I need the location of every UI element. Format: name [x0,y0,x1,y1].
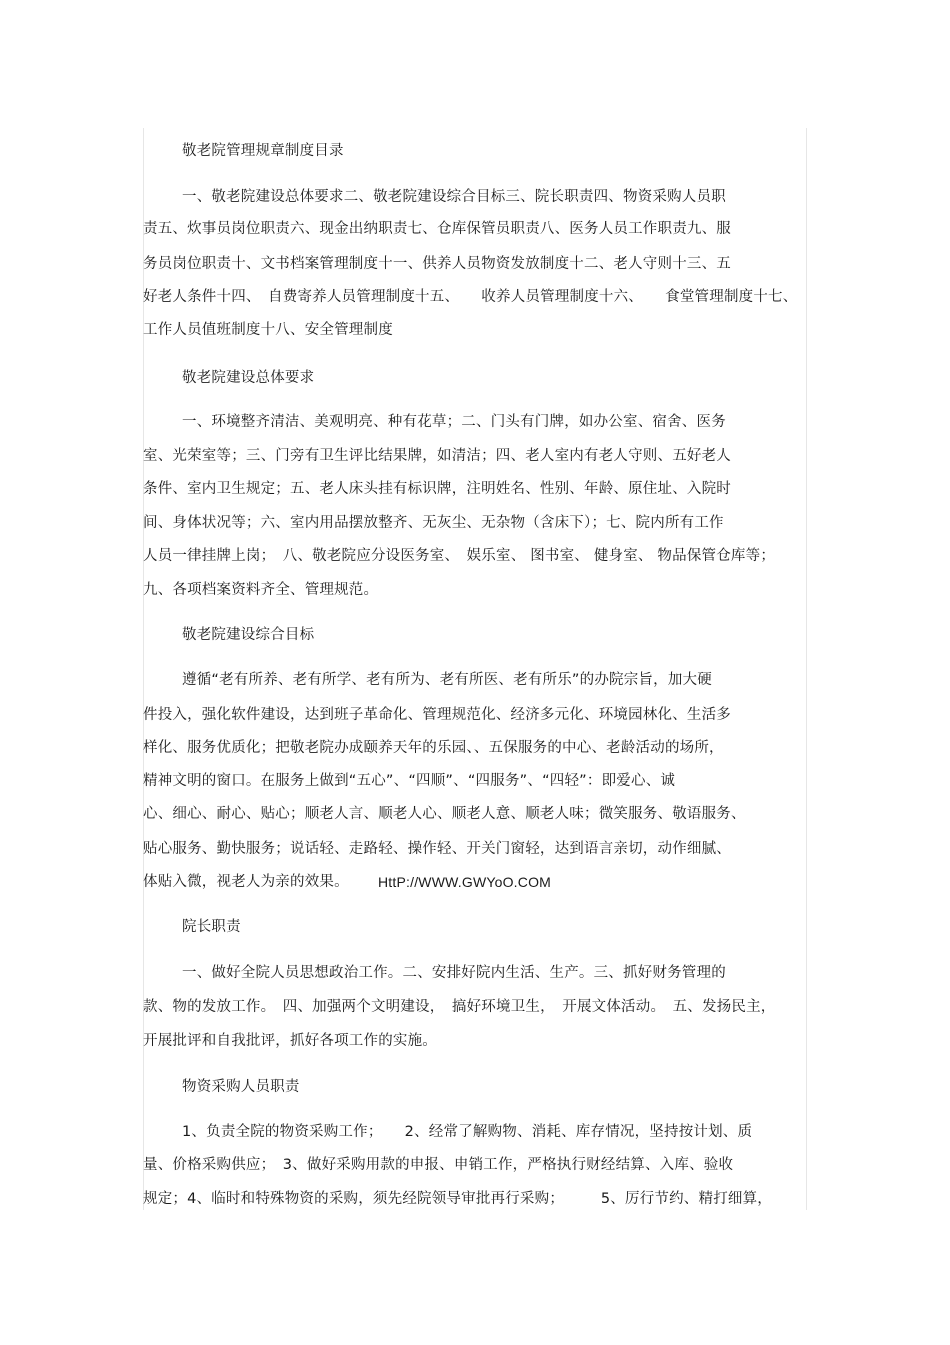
paragraph-line: 好老人条件十四、 自费寄养人员管理制度十五、 收养人员管理制度十六、 食堂管理制度十七、 [143,289,798,305]
paragraph-line: 开展批评和自我批评，抓好各项工作的实施。 [143,1033,437,1049]
paragraph-line: 规定；4、临时和特殊物资的采购，须先经院领导审批再行采购； 5、厉行节约、精打细算， [143,1191,772,1207]
paragraph-line: 一、做好全院人员思想政治工作。二、安排好院内生活、生产。三、抓好财务管理的 [182,965,726,981]
section-title-overall-requirements: 敬老院建设总体要求 [182,370,315,386]
paragraph-line: 件投入，强化软件建设，达到班子革命化、管理规范化、经济多元化、环境园林化、生活多 [143,707,731,723]
paragraph-line: 人员一律挂牌上岗； 八、敬老院应分设医务室、 娱乐室、 图书室、 健身室、 物品保管仓库等； [143,548,776,564]
paragraph-line: 一、环境整齐清洁、美观明亮、种有花草；二、门头有门牌，如办公室、宿舍、医务 [182,414,726,430]
paragraph-line: 工作人员值班制度十八、安全管理制度 [143,322,393,338]
section-title-catalog: 敬老院管理规章制度目录 [182,143,344,159]
paragraph-line: 条件、室内卫生规定；五、老人床头挂有标识牌，注明姓名、性别、年龄、原住址、入院时 [143,481,731,497]
paragraph-line: 款、物的发放工作。 四、加强两个文明建设， 搞好环境卫生， 开展文体活动。 五、发扬民主， [143,999,776,1015]
section-title-director-duties: 院长职责 [182,919,241,935]
section-title-comprehensive-goals: 敬老院建设综合目标 [182,627,315,643]
paragraph-line: 责五、炊事员岗位职责六、现金出纳职责七、仓库保管员职责八、医务人员工作职责九、服 [143,221,731,237]
paragraph-line: 遵循“老有所养、老有所学、老有所为、老有所医、老有所乐”的办院宗旨，加大硬 [182,672,712,688]
page-right-border [806,128,807,1210]
paragraph-line: 室、光荣室等；三、门旁有卫生评比结果牌，如清洁；四、老人室内有老人守则、五好老人 [143,448,731,464]
paragraph-line: 贴心服务、勤快服务；说话轻、走路轻、操作轻、开关门窗轻，达到语言亲切，动作细腻、 [143,841,731,857]
paragraph-line: 一、敬老院建设总体要求二、敬老院建设综合目标三、院长职责四、物资采购人员职 [182,189,726,205]
paragraph-line: 量、价格采购供应； 3、做好采购用款的申报、申销工作，严格执行财经结算、入库、验收 [143,1157,734,1173]
website-url-text: HttP://WWW.GWYoO.COM [378,874,552,890]
section-title-procurement-duties: 物资采购人员职责 [182,1079,300,1095]
paragraph-line: 九、各项档案资料齐全、管理规范。 [143,582,379,598]
paragraph-line: 间、身体状况等；六、室内用品摆放整齐、无灰尘、无杂物（含床下）；七、院内所有工作 [143,515,724,531]
paragraph-line: 体贴入微，视老人为亲的效果。 [143,874,349,890]
paragraph-line: 1、负责全院的物资采购工作； 2、经常了解购物、消耗、库存情况，坚持按计划、质 [182,1124,753,1140]
paragraph-line: 精神文明的窗口。在服务上做到“五心”、“四顺”、“四服务”、“四轻”：即爱心、诚 [143,773,676,789]
paragraph-line: 务员岗位职责十、文书档案管理制度十一、供养人员物资发放制度十二、老人守则十三、五 [143,256,731,272]
paragraph-line: 样化、服务优质化；把敬老院办成颐养天年的乐园、、五保服务的中心、老龄活动的场所， [143,740,724,756]
paragraph-line: 心、细心、耐心、贴心；顺老人言、顺老人心、顺老人意、顺老人味；微笑服务、敬语服务、 [143,806,746,822]
